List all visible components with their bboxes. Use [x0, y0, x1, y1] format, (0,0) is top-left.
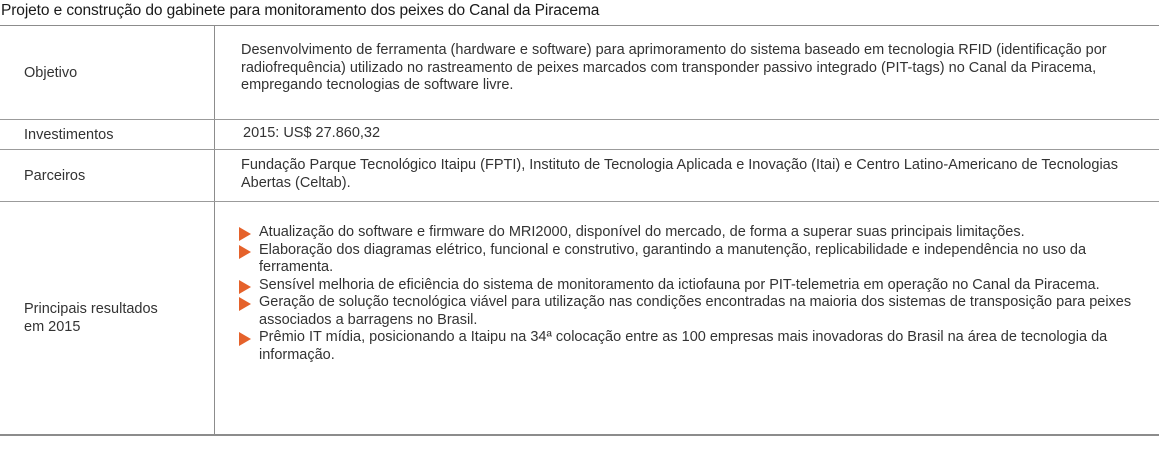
row-value-parceiros: Fundação Parque Tecnológico Itaipu (FPTI), Instituto de Tecnologia Aplicada e Inovação (Itai) e Centro Latino-Americano de Tecnologias Abertas (Celtab). [241, 157, 1118, 191]
orange-triangle-bullet-icon [239, 245, 251, 259]
orange-triangle-bullet-icon [239, 280, 251, 294]
row-label-resultados-line2: em 2015 [24, 319, 81, 335]
list-item [239, 294, 1151, 329]
row-label-resultados-line1: Principais resultados [24, 301, 158, 317]
list-item-text: Geração de solução tecnológica viável para utilização nas condições encontradas na maioria dos sistemas de transposição para peixes associados a barragens no Brasil. [259, 294, 1132, 328]
list-item [239, 224, 1151, 242]
table-row-investimentos [0, 120, 1159, 150]
row-value-resultados [215, 202, 1159, 434]
list-item-text: Elaboração dos diagramas elétrico, funcional e construtivo, garantindo a manutenção, replicabilidade e independência no uso da ferramenta. [259, 241, 1087, 275]
project-table [0, 25, 1159, 436]
list-item [239, 277, 1151, 295]
row-value-investimentos: 2015: US$ 27.860,32 [243, 125, 381, 141]
results-list [239, 224, 1151, 364]
page-title: Projeto e construção do gabinete para monitoramento dos peixes do Canal da Piracema [1, 2, 600, 19]
orange-triangle-bullet-icon [239, 227, 251, 241]
row-label-parceiros: Parceiros [0, 150, 215, 201]
list-item [239, 242, 1151, 277]
row-label-resultados [0, 202, 215, 434]
row-value-objetivo: Desenvolvimento de ferramenta (hardware e software) para aprimoramento do sistema baseado em tecnologia RFID (identificação por radiofrequência) utilizado no rastreamento de peixes marcados com transponder passivo integrado (PIT-tags) no Canal da Piracema, empregando tecnologias de software livre. [241, 42, 1107, 93]
list-item-text: Prêmio IT mídia, posicionando a Itaipu na 34ª colocação entre as 100 empresas mais inovadoras do Brasil na área de tecnologia da informação. [259, 329, 1108, 363]
table-row-objetivo [0, 26, 1159, 120]
orange-triangle-bullet-icon [239, 297, 251, 311]
orange-triangle-bullet-icon [239, 332, 251, 346]
table-row-parceiros [0, 150, 1159, 202]
row-label-objetivo: Objetivo [0, 26, 215, 119]
table-row-resultados [0, 202, 1159, 436]
row-label-investimentos: Investimentos [0, 120, 215, 149]
list-item-text: Atualização do software e firmware do MRI2000, disponível do mercado, de forma a superar suas principais limitações. [259, 224, 1025, 240]
list-item [239, 329, 1151, 364]
list-item-text: Sensível melhoria de eficiência do sistema de monitoramento da ictiofauna por PIT-telemetria em operação no Canal da Piracema. [259, 276, 1100, 293]
